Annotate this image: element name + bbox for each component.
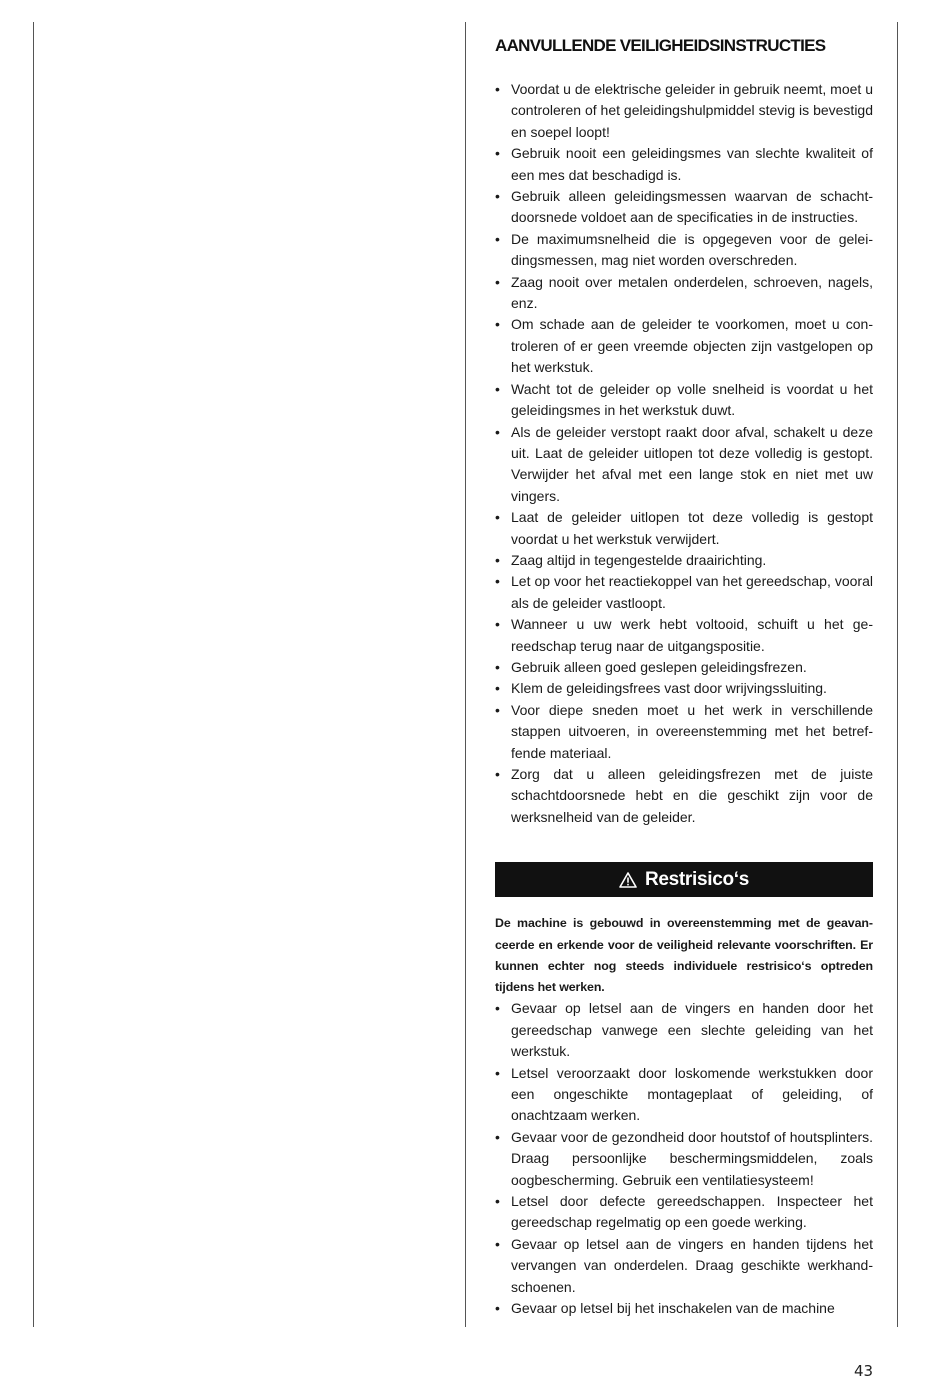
column-rule-right [897,22,898,1327]
list-item: • Wacht tot de geleider op volle snelheid is voordat u het geleidingsmes in het werkstuk duwt. [495,379,873,422]
page-number: 43 [854,1362,874,1380]
safety-instructions-list [495,79,873,828]
list-item: • Zorg dat u alleen geleidingsfrezen met de juiste schachtdoorsnede hebt en die geschikt zijn voor de werksnelheid van de geleider. [495,764,873,828]
list-item: • Zaag nooit over metalen onderdelen, schroeven, nagels, enz. [495,272,873,315]
right-column [495,33,873,1320]
list-item: • Gevaar voor de gezondheid door houtstof of houtsplinters. Draag persoonlijke beschermingsmiddelen, zoals oogbescherming. Gebruik een ventilatiesysteem! [495,1127,873,1191]
list-item: • Letsel door defecte gereedschappen. Inspecteer het gereedschap regelmatig op een goede werking. [495,1191,873,1234]
list-item: • Voor diepe sneden moet u het werk in verschillende stappen uitvoeren, in overeenstemming met het betreffende materiaal. [495,700,873,764]
warning-triangle-icon [619,872,637,888]
list-item: • Gevaar op letsel aan de vingers en handen door het gereedschap vanwege een slechte geleiding van het werkstuk. [495,998,873,1062]
list-item: • Laat de geleider uitlopen tot deze volledig is gestopt voordat u het werkstuk verwijdert. [495,507,873,550]
list-item: • Letsel veroorzaakt door loskomende werkstukken door een ongeschikte montageplaat of geleiding, of onachtzaam werken. [495,1063,873,1127]
list-item: • Gevaar op letsel bij het inschakelen van de machine [495,1298,873,1319]
list-item: • Gevaar op letsel aan de vingers en handen tijdens het vervangen van onderdelen. Draag geschikte werkhandschoenen. [495,1234,873,1298]
list-item: • Zaag altijd in tegengestelde draairichting. [495,550,873,571]
list-item: • De maximumsnelheid die is opgegeven voor de geleidingsmessen, mag niet worden overschreden. [495,229,873,272]
list-item: • Voordat u de elektrische geleider in gebruik neemt, moet u controleren of het geleidingshulpmiddel stevig is bevestigd en soepel loopt! [495,79,873,143]
list-item: • Om schade aan de geleider te voorkomen, moet u controleren of er geen vreemde objecten zijn vastgelopen op het werkstuk. [495,314,873,378]
list-item: • Gebruik nooit een geleidingsmes van slechte kwaliteit of een mes dat beschadigd is. [495,143,873,186]
residual-risks-banner [495,862,873,897]
list-item: • Gebruik alleen geleidingsmessen waarvan de schachtdoorsnede voldoet aan de specificaties in de instructies. [495,186,873,229]
banner-title: Restrisico‘s [644,868,750,890]
list-item: • Gebruik alleen goed geslepen geleidingsfrezen. [495,657,873,678]
section-heading: AANVULLENDE VEILIGHEIDSINSTRUCTIES [495,36,826,55]
list-item: • Wanneer u uw werk hebt voltooid, schuift u het gereedschap terug naar de uitgangspositie. [495,614,873,657]
list-item: • Let op voor het reactiekoppel van het gereedschap, vooral als de geleider vastloopt. [495,571,873,614]
list-item: • Klem de geleidingsfrees vast door wrijvingssluiting. [495,678,873,699]
column-rule-middle [465,22,466,1327]
list-item: • Als de geleider verstopt raakt door afval, schakelt u deze uit. Laat de geleider uitlopen tot deze volledig is gestopt. Verwijder het afval met een lange stok en niet met uw vingers. [495,422,873,508]
residual-risks-list [495,998,873,1319]
residual-risks-intro: De machine is gebouwd in overeenstemming met de geavanceerde en erkende voor de veiligheid relevante voorschriften. Er kunnen echter nog steeds individuele restrisico‘s optreden tijdens het werken. [495,916,873,995]
column-rule-left [33,22,34,1327]
